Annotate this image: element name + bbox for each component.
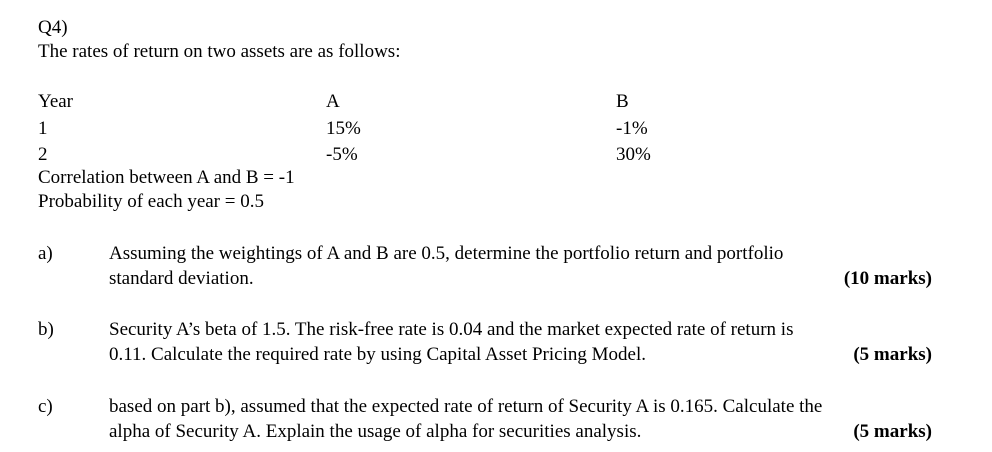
header-asset-a: A: [326, 91, 340, 112]
correlation-note: Correlation between A and B = -1: [38, 167, 295, 188]
part-c-line-2: alpha of Security A. Explain the usage of alpha for securities analysis.: [109, 421, 642, 442]
part-a-marks: (10 marks): [843, 268, 932, 289]
part-b-line-1: Security A’s beta of 1.5. The risk-free rate is 0.04 and the market expected rate of return is: [109, 319, 794, 340]
part-c-letter: c): [38, 396, 53, 417]
question-number: Q4): [38, 17, 68, 38]
header-year: Year: [38, 91, 74, 112]
part-a-letter: a): [38, 243, 53, 264]
row-2-asset-b: 30%: [616, 144, 651, 165]
row-1-asset-b: -1%: [616, 118, 648, 139]
question-intro: The rates of return on two assets are as follows:: [38, 41, 401, 62]
part-c-line-1: based on part b), assumed that the expected rate of return of Security A is 0.165. Calculate the: [109, 396, 823, 417]
row-2-asset-a: -5%: [326, 144, 358, 165]
row-1-asset-a: 15%: [326, 118, 361, 139]
part-c-marks: (5 marks): [853, 421, 932, 442]
row-2-year: 2: [38, 144, 48, 165]
part-b-marks: (5 marks): [853, 344, 932, 365]
part-b-letter: b): [38, 319, 54, 340]
probability-note: Probability of each year = 0.5: [38, 191, 264, 212]
row-1-year: 1: [38, 118, 48, 139]
part-a-line-2: standard deviation.: [109, 268, 254, 289]
part-b-line-2: 0.11. Calculate the required rate by using Capital Asset Pricing Model.: [109, 344, 646, 365]
header-asset-b: B: [616, 91, 629, 112]
part-a-line-1: Assuming the weightings of A and B are 0.5, determine the portfolio return and portfolio: [109, 243, 784, 264]
